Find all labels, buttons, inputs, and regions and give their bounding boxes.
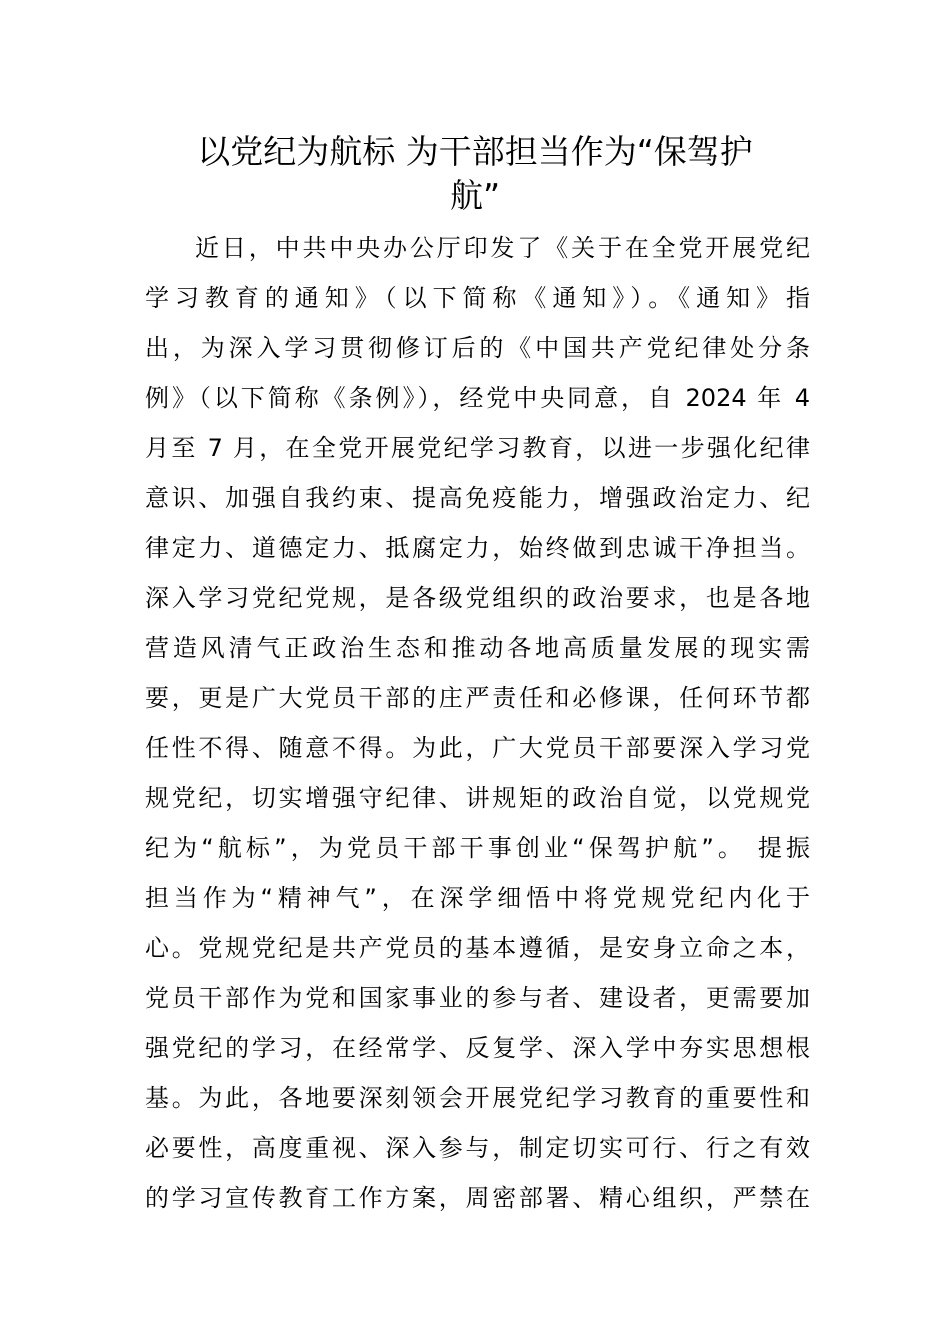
body-line: 担当作为“精神气”，在深学细悟中将党规党纪内化于: [145, 884, 810, 912]
body-line: 的学习宣传教育工作方案，周密部署、精心组织，严禁在: [145, 1184, 810, 1212]
body-line: 要，更是广大党员干部的庄严责任和必修课，任何环节都: [145, 684, 810, 712]
body-line: 必要性，高度重视、深入参与，制定切实可行、行之有效: [145, 1134, 810, 1162]
body-line: 出，为深入学习贯彻修订后的《中国共产党纪律处分条: [145, 334, 810, 362]
body-line: 例》（以下简称《条例》），经党中央同意，自 2024 年 4: [145, 384, 810, 412]
body-line: 心。党规党纪是共产党员的基本遵循，是安身立命之本，: [145, 934, 810, 962]
body-line: 纪为“航标”，为党员干部干事创业“保驾护航”。 提振: [145, 834, 810, 862]
body-line: 月至 7 月，在全党开展党纪学习教育，以进一步强化纪律: [145, 434, 810, 462]
body-line: 近日，中共中央办公厅印发了《关于在全党开展党纪: [195, 234, 810, 262]
document-title-line-1: 以党纪为航标 为干部担当作为“保驾护: [197, 132, 753, 171]
body-line: 任性不得、随意不得。为此，广大党员干部要深入学习党: [145, 734, 810, 762]
body-line: 营造风清气正政治生态和推动各地高质量发展的现实需: [145, 634, 810, 662]
body-line: 意识、加强自我约束、提高免疫能力，增强政治定力、纪: [145, 484, 810, 512]
body-line: 规党纪，切实增强守纪律、讲规矩的政治自觉，以党规党: [145, 784, 810, 812]
document-title-line-2: 航”: [449, 176, 501, 215]
body-line: 律定力、道德定力、抵腐定力，始终做到忠诚干净担当。: [145, 534, 810, 562]
body-line: 党员干部作为党和国家事业的参与者、建设者，更需要加: [145, 984, 810, 1012]
body-line: 强党纪的学习，在经常学、反复学、深入学中夯实思想根: [145, 1034, 810, 1062]
body-line: 深入学习党纪党规，是各级党组织的政治要求，也是各地: [145, 584, 810, 612]
body-line: 基。为此，各地要深刻领会开展党纪学习教育的重要性和: [145, 1084, 810, 1112]
body-line: 学习教育的通知》（以下简称《通知》）。《通知》指: [145, 284, 810, 312]
